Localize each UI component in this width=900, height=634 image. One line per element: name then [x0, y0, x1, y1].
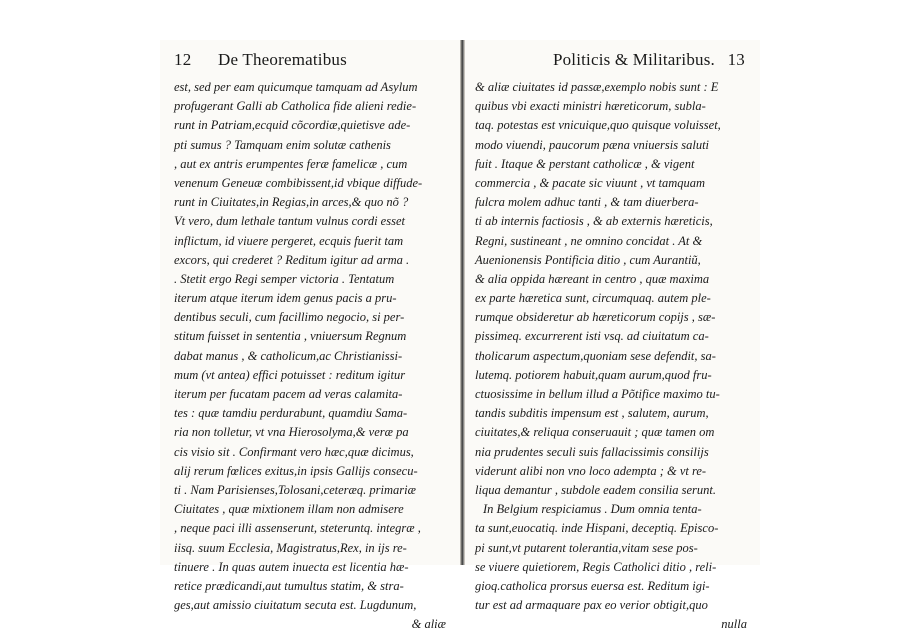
- text-line: , aut ex antris erumpentes feræ famelicæ , cum: [174, 156, 408, 171]
- right-text-block: [475, 78, 755, 634]
- text-line: commercia , & pacate sic viuunt , vt tamquam: [475, 175, 706, 190]
- text-line: runt in Patriam,ecquid cõcordiæ,quietisve ade-: [174, 118, 411, 133]
- left-running-header: [174, 50, 444, 74]
- text-line: pi sunt,vt putarent tolerantia,vitam sese pos-: [475, 540, 698, 555]
- right-running-header: [475, 50, 745, 74]
- text-line: inflictum, id viuere pergeret, ecquis fuerit tam: [174, 233, 404, 248]
- text-line: mum (vt antea) effici potuisset : reditum igitur: [174, 367, 406, 382]
- text-line: retice prædicandi,aut tumultus statim, & stra-: [174, 578, 404, 593]
- text-line: nia prudentes seculi suis fallacissimis consilijs: [475, 444, 709, 459]
- text-line: lutemq. potiorem habuit,quam aurum,quod fru-: [475, 367, 712, 382]
- text-line: alij rerum fœlices exitus,in ipsis Gallijs consecu-: [174, 463, 418, 478]
- text-line: liqua demantur , subdole eadem consilia serunt.: [475, 482, 716, 497]
- text-line: iterum per fucatam pacem ad veras calamita-: [174, 387, 403, 401]
- book-spread: [160, 40, 760, 632]
- text-line: fuit . Itaque & perstant catholicæ , & vigent: [475, 156, 695, 171]
- text-line: excors, qui crederet ? Reditum igitur ad arma .: [174, 252, 410, 267]
- left-page: [160, 40, 460, 632]
- text-line: pti sumus ? Tamquam enim solutæ cathenis: [174, 137, 391, 152]
- right-running-head: Politicis & Militaribus.: [552, 50, 715, 69]
- text-line: tes : quæ tamdiu perdurabunt, quamdiu Sama-: [174, 406, 408, 421]
- right-page: [465, 40, 760, 632]
- text-line: est, sed per eam quicumque tamquam ad Asylum: [174, 80, 418, 94]
- text-line: ria non tolletur, vt vna Hierosolyma,& veræ pa: [174, 425, 409, 440]
- text-line: , neque paci illi assenserunt, steteruntq. integræ ,: [174, 521, 421, 536]
- text-line: . Stetit ergo Regi semper victoria . Tentatum: [174, 271, 395, 286]
- text-line: dentibus seculi, cum facillimo negocio, si per-: [174, 310, 405, 325]
- text-line: profugerant Galli ab Catholica fide alieni redie-: [174, 99, 417, 114]
- left-running-head: De Theorematibus: [218, 50, 347, 69]
- left-folio: 12: [174, 50, 192, 69]
- text-line: ges,aut amissio ciuitatum secuta est. Lugdunum,: [174, 598, 417, 613]
- text-line: & alia oppida hæreant in centro , quæ maxima: [475, 271, 710, 286]
- text-line: fulcra molem adhuc tanti , & tam diuerbera-: [475, 195, 699, 210]
- text-line: ctuosissime in bellum illud a Põtifice maximo tu-: [475, 387, 720, 401]
- text-line: tandis subditis impensum est , salutem, aurum,: [475, 406, 709, 421]
- text-line: In Belgium respiciamus . Dum omnia tenta-: [483, 502, 702, 517]
- text-line: Auenionensis Pontificia ditio , cum Aurantiũ,: [475, 252, 701, 267]
- text-line: ex parte hæretica sunt, circumquaq. autem ple-: [475, 291, 711, 306]
- text-line: & aliæ ciuitates id passæ,exemplo nobis sunt : E: [475, 80, 719, 94]
- text-line: Ciuitates , quæ mixtionem illam non admisere: [174, 502, 404, 517]
- text-line: viderunt alibi non vno loco adempta ; & vt re-: [475, 463, 707, 478]
- text-line: quibus vbi exacti ministri hæreticorum, subla-: [475, 99, 706, 114]
- text-line: stitum fuisset in sententia , vniuersum Regnum: [174, 329, 407, 344]
- text-line: ta sunt,euocatiq. inde Hispani, deceptiq. Episco-: [475, 521, 719, 536]
- text-line: iisq. suum Ecclesia, Magistratus,Rex, in ijs re-: [174, 540, 407, 555]
- left-text-block: [174, 78, 454, 634]
- catchword: & aliæ: [411, 617, 446, 632]
- text-line: tur est ad armaquare pax eo verior obtigit,quo: [475, 598, 708, 613]
- text-line: dabat manus , & catholicum,ac Christianissi-: [174, 348, 403, 363]
- text-line: venenum Geneuæ combibissent,id vbique diffude-: [174, 175, 423, 190]
- text-line: se viuere quietiorem, Regis Catholici ditio , reli-: [475, 559, 717, 574]
- text-line: iterum atque iterum idem genus pacis a pru-: [174, 291, 397, 306]
- text-line: pissimeq. excurrerent isti vsq. ad ciuitatum ca-: [475, 329, 709, 344]
- text-line: cis visio sit . Confirmant vero hæc,quæ dicimus,: [174, 444, 414, 459]
- text-line: Vt vero, dum lethale tantum vulnus cordi esset: [174, 214, 405, 229]
- text-line: runt in Ciuitates,in Regias,in arces,& quo nõ ?: [174, 195, 409, 210]
- text-line: modo viuendi, paucorum pæna vniuersis saluti: [475, 137, 710, 152]
- text-line: ti ab internis factiosis , & ab externis hæreticis,: [475, 214, 713, 229]
- text-line: rumque obsideretur ab hæreticorum copijs , sæ-: [475, 310, 716, 325]
- text-line: tholicarum aspectum,quoniam sese defendit, sa-: [475, 348, 716, 363]
- right-folio: 13: [727, 50, 745, 69]
- text-line: ciuitates,& reliqua conseruauit ; quæ tamen om: [475, 425, 715, 440]
- text-line: ti . Nam Parisienses,Tolosani,ceteræq. primariæ: [174, 482, 416, 497]
- text-line: gioq.catholica prorsus euersa est. Reditum igi-: [475, 578, 710, 593]
- catchword: nulla: [721, 617, 747, 632]
- text-line: Regni, sustineant , ne omnino concidat . At &: [475, 233, 703, 248]
- text-line: tinuere . In quas autem inuecta est licentia hæ-: [174, 559, 409, 574]
- text-line: taq. potestas est vnicuique,quo quisque voluisset,: [475, 118, 721, 133]
